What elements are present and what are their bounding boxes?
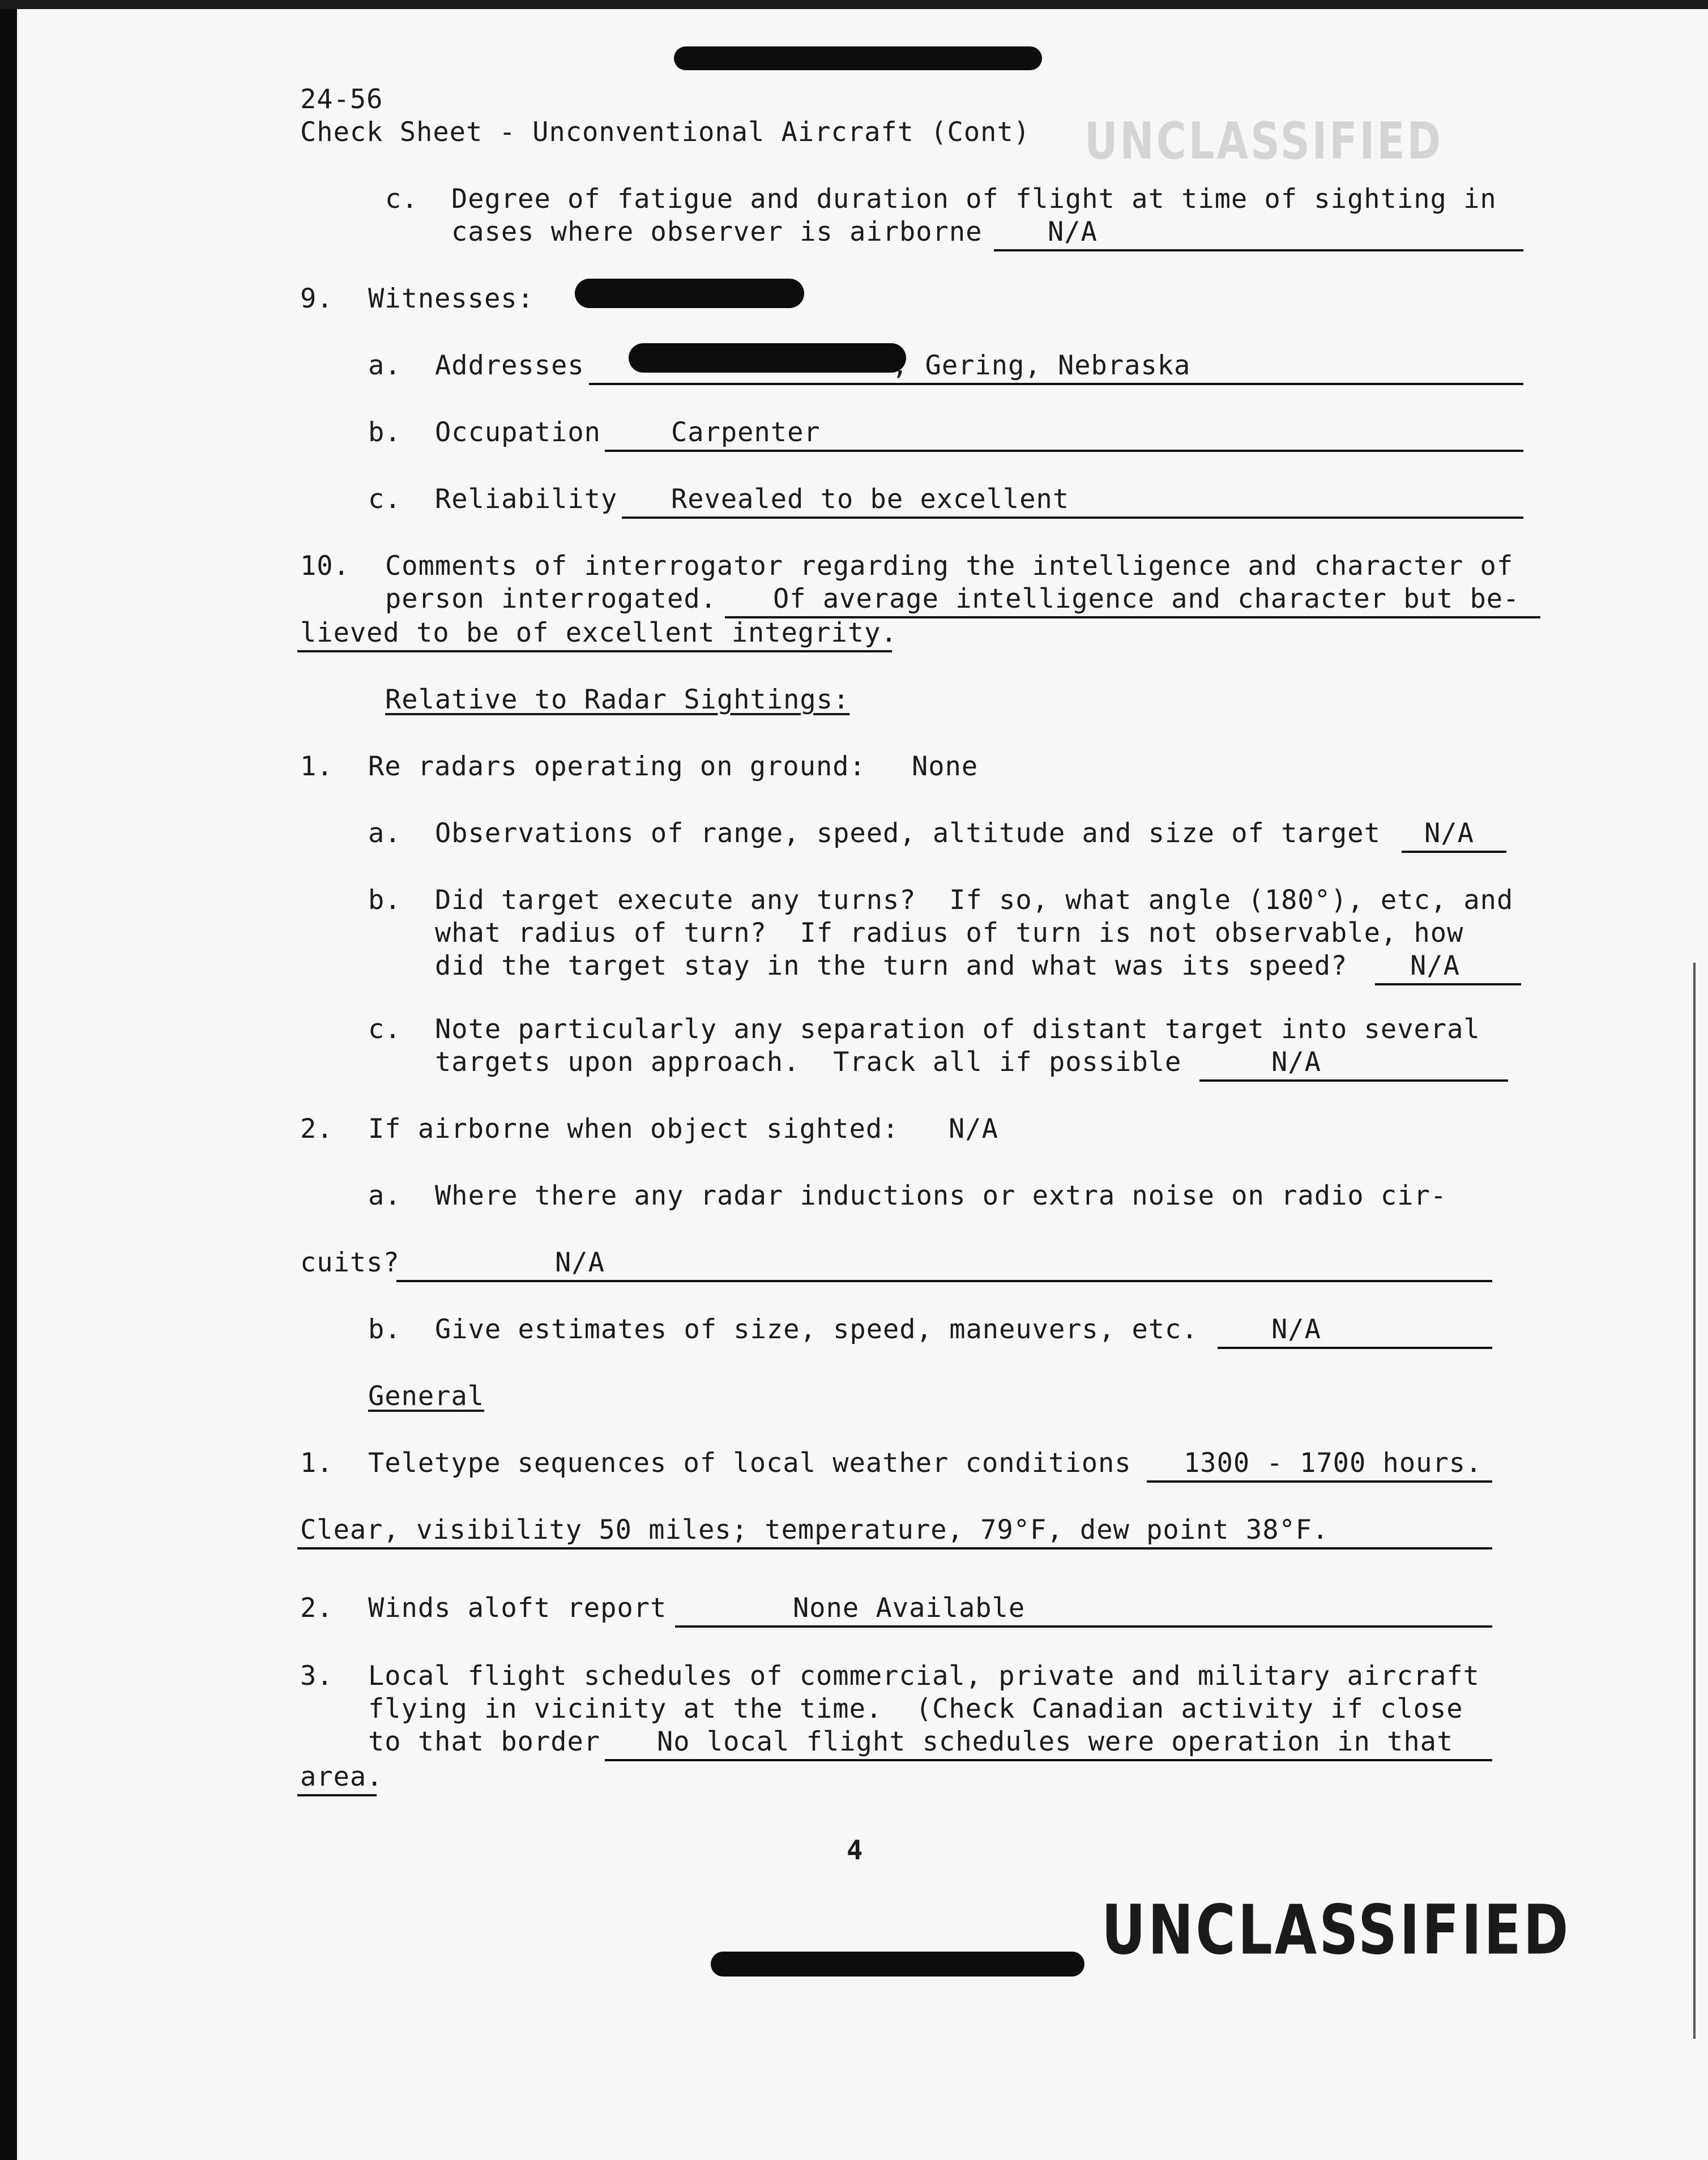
general-item3-answer: No local flight schedules were operation in that <box>657 1726 1454 1757</box>
radar-item1-number: 1. <box>300 751 334 782</box>
page-title: Check Sheet - Unconventional Aircraft (Cont) <box>300 117 1031 148</box>
radar-b-line1: Did target execute any turns? If so, what angle (180°), etc, and <box>435 885 1514 916</box>
general-item3-line1: Local flight schedules of commercial, private and military aircraft <box>368 1660 1480 1692</box>
item8c-line2: cases where observer is airborne <box>451 216 983 247</box>
radar-b2-text: Give estimates of size, speed, maneuvers, etc. <box>435 1314 1198 1345</box>
unclassified-stamp-bottom: UNCLASSIFIED <box>1101 1890 1571 1970</box>
redaction-address <box>629 343 906 373</box>
radar-b2-rule <box>1218 1347 1492 1349</box>
radar-b2-answer: N/A <box>1271 1314 1321 1345</box>
radar-item2-text: If airborne when object sighted: <box>368 1113 899 1145</box>
item9b-answer: Carpenter <box>671 417 821 448</box>
radar-item2-number: 2. <box>300 1113 334 1145</box>
radar-a2-label: a. <box>368 1180 402 1211</box>
general-item2-answer: None Available <box>793 1593 1026 1624</box>
item9a-answer: , Gering, Nebraska <box>892 350 1191 381</box>
radar-a2-answer: N/A <box>555 1247 605 1278</box>
radar-b-answer: N/A <box>1410 950 1460 981</box>
item10-line3-rule <box>297 650 892 652</box>
item9b-answer-rule <box>605 450 1523 452</box>
radar-b-label: b. <box>368 885 402 916</box>
radar-a-text: Observations of range, speed, altitude and size of target <box>435 818 1381 849</box>
radar-a2-line2: cuits? <box>300 1247 400 1278</box>
general-item3-line2: flying in vicinity at the time. (Check Canadian activity if close <box>368 1693 1463 1724</box>
general-item3-line4: area. <box>300 1761 383 1792</box>
general-item3-number: 3. <box>300 1660 334 1692</box>
item8c-label: c. <box>385 183 419 215</box>
radar-a-answer: N/A <box>1424 818 1474 849</box>
radar-item2-answer: N/A <box>949 1113 998 1145</box>
item9a-label: a. <box>368 350 402 381</box>
general-item3-line4-rule <box>297 1794 377 1796</box>
page-number: 4 <box>847 1835 864 1866</box>
radar-item1-text: Re radars operating on ground: <box>368 751 866 782</box>
item9c-label: c. <box>368 484 402 515</box>
redaction-bar-bottom <box>711 1952 1084 1977</box>
general-item1-line2-rule <box>297 1547 1492 1549</box>
general-item2-text: Winds aloft report <box>368 1593 667 1624</box>
radar-a2-line1: Where there any radar inductions or extra noise on radio cir- <box>435 1180 1447 1211</box>
redaction-bar-top <box>674 46 1042 70</box>
radar-a-label: a. <box>368 818 402 849</box>
general-item3-line3-prefix: to that border <box>368 1726 601 1757</box>
item9a-answer-rule <box>589 383 1523 385</box>
redaction-witness-name <box>575 279 804 308</box>
general-section-heading: General <box>368 1381 485 1412</box>
radar-b-rule <box>1375 983 1521 985</box>
radar-b-line3: did the target stay in the turn and what was its speed? <box>435 950 1348 981</box>
item9-label: Witnesses: <box>368 283 534 314</box>
general-item1-rule <box>1147 1480 1492 1483</box>
item8c-line1: Degree of fatigue and duration of flight at time of sighting in <box>451 183 1497 215</box>
radar-b-line2: what radius of turn? If radius of turn is not observable, how <box>435 917 1464 949</box>
general-item3-rule <box>605 1759 1492 1761</box>
item9c-text: Reliability <box>435 484 618 515</box>
radar-c-line2: targets upon approach. Track all if possible <box>435 1047 1182 1078</box>
form-number: 24-56 <box>300 84 383 115</box>
general-item1-text: Teletype sequences of local weather conditions <box>368 1448 1131 1479</box>
general-item2-number: 2. <box>300 1593 334 1624</box>
general-item1-line2: Clear, visibility 50 miles; temperature, 79°F, dew point 38°F. <box>300 1514 1329 1546</box>
radar-c-rule <box>1199 1079 1508 1082</box>
radar-a-rule <box>1402 851 1506 853</box>
radar-item1-answer: None <box>912 751 979 782</box>
item10-line2-answer: Of average intelligence and character but be- <box>773 583 1520 614</box>
general-item1-answer: 1300 - 1700 hours. <box>1184 1448 1483 1479</box>
item9b-text: Occupation <box>435 417 601 448</box>
item9b-label: b. <box>368 417 402 448</box>
item9c-answer: Revealed to be excellent <box>671 484 1070 515</box>
item10-number: 10. <box>300 550 350 582</box>
item10-line3: lieved to be of excellent integrity. <box>300 617 898 648</box>
radar-b2-label: b. <box>368 1314 402 1345</box>
item8c-answer: N/A <box>1048 216 1098 247</box>
radar-c-line1: Note particularly any separation of distant target into several <box>435 1014 1480 1045</box>
general-item1-number: 1. <box>300 1448 334 1479</box>
general-item2-rule <box>675 1625 1492 1628</box>
radar-section-heading: Relative to Radar Sightings: <box>385 684 850 715</box>
item9a-text: Addresses <box>435 350 584 381</box>
item9-number: 9. <box>300 283 334 314</box>
item8c-answer-rule <box>994 249 1523 251</box>
item10-line1: Comments of interrogator regarding the intelligence and character of <box>385 550 1514 582</box>
unclassified-stamp-top: UNCLASSIFIED <box>1084 111 1444 170</box>
item10-line2-prefix: person interrogated. <box>385 583 717 614</box>
radar-c-answer: N/A <box>1271 1047 1321 1078</box>
radar-c-label: c. <box>368 1014 402 1045</box>
item9c-answer-rule <box>622 516 1523 519</box>
radar-a2-rule <box>396 1280 1492 1282</box>
